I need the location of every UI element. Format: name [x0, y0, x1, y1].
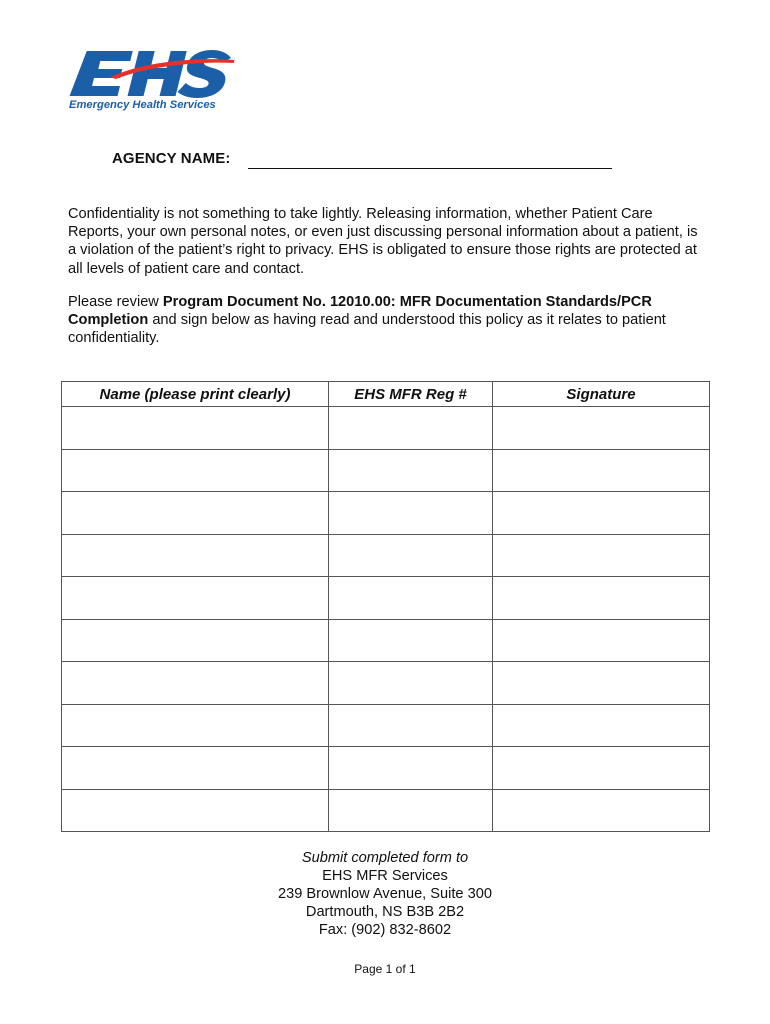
address-organization: EHS MFR Services	[322, 868, 448, 884]
reg-cell[interactable]	[329, 407, 493, 450]
submit-heading: Submit completed form to	[301, 850, 469, 866]
agency-name-field[interactable]	[248, 168, 612, 169]
program-document-reference: Program Document No. 12010.00: MFR Documentation Standards/PCR Completion	[68, 294, 652, 329]
signature-cell[interactable]	[493, 747, 710, 790]
column-header-name: Name (please print clearly)	[62, 382, 329, 407]
signature-cell[interactable]	[493, 619, 710, 662]
submission-address	[0, 849, 770, 939]
address-street: 239 Brownlow Avenue, Suite 300	[278, 886, 492, 902]
agency-name-label: AGENCY NAME:	[112, 150, 231, 167]
table-row	[62, 407, 710, 450]
table-row	[62, 662, 710, 705]
logo-tagline: Emergency Health Services	[69, 99, 216, 111]
reg-cell[interactable]	[329, 619, 493, 662]
table-row	[62, 704, 710, 747]
name-cell[interactable]	[62, 577, 329, 620]
name-cell[interactable]	[62, 662, 329, 705]
address-city: Dartmouth, NS B3B 2B2	[305, 904, 465, 920]
column-header-signature: Signature	[493, 382, 710, 407]
ehs-logo	[68, 46, 238, 116]
signature-table	[61, 381, 710, 832]
signature-cell[interactable]	[493, 407, 710, 450]
reg-cell[interactable]	[329, 662, 493, 705]
table-row	[62, 577, 710, 620]
page-number: Page 1 of 1	[354, 962, 416, 976]
name-cell[interactable]	[62, 789, 329, 832]
table-row	[62, 449, 710, 492]
name-cell[interactable]	[62, 747, 329, 790]
column-header-reg: EHS MFR Reg #	[329, 382, 493, 407]
review-prefix: Please review	[68, 294, 163, 310]
review-suffix: and sign below as having read and understood this policy as it relates to patient confidentiality.	[68, 312, 666, 347]
table-row	[62, 619, 710, 662]
review-paragraph	[68, 293, 708, 348]
name-cell[interactable]	[62, 492, 329, 535]
name-cell[interactable]	[62, 619, 329, 662]
table-row	[62, 747, 710, 790]
name-cell[interactable]	[62, 449, 329, 492]
signature-cell[interactable]	[493, 789, 710, 832]
signature-cell[interactable]	[493, 577, 710, 620]
reg-cell[interactable]	[329, 449, 493, 492]
table-row	[62, 534, 710, 577]
name-cell[interactable]	[62, 407, 329, 450]
reg-cell[interactable]	[329, 747, 493, 790]
signature-cell[interactable]	[493, 534, 710, 577]
signature-cell[interactable]	[493, 449, 710, 492]
signature-cell[interactable]	[493, 662, 710, 705]
reg-cell[interactable]	[329, 704, 493, 747]
name-cell[interactable]	[62, 704, 329, 747]
reg-cell[interactable]	[329, 789, 493, 832]
table-row	[62, 492, 710, 535]
table-header-row	[62, 382, 710, 407]
reg-cell[interactable]	[329, 492, 493, 535]
table-row	[62, 789, 710, 832]
signature-cell[interactable]	[493, 704, 710, 747]
signature-cell[interactable]	[493, 492, 710, 535]
confidentiality-paragraph: Confidentiality is not something to take lightly. Releasing information, whether Patient Care Reports, your own personal notes, or even just discussing personal information about a patient, is a violation of the patient’s right to privacy. EHS is obligated to ensure those rights are protected at all levels of patient care and contact.	[68, 206, 698, 277]
reg-cell[interactable]	[329, 577, 493, 620]
name-cell[interactable]	[62, 534, 329, 577]
reg-cell[interactable]	[329, 534, 493, 577]
fax-number: Fax: (902) 832-8602	[318, 922, 452, 938]
